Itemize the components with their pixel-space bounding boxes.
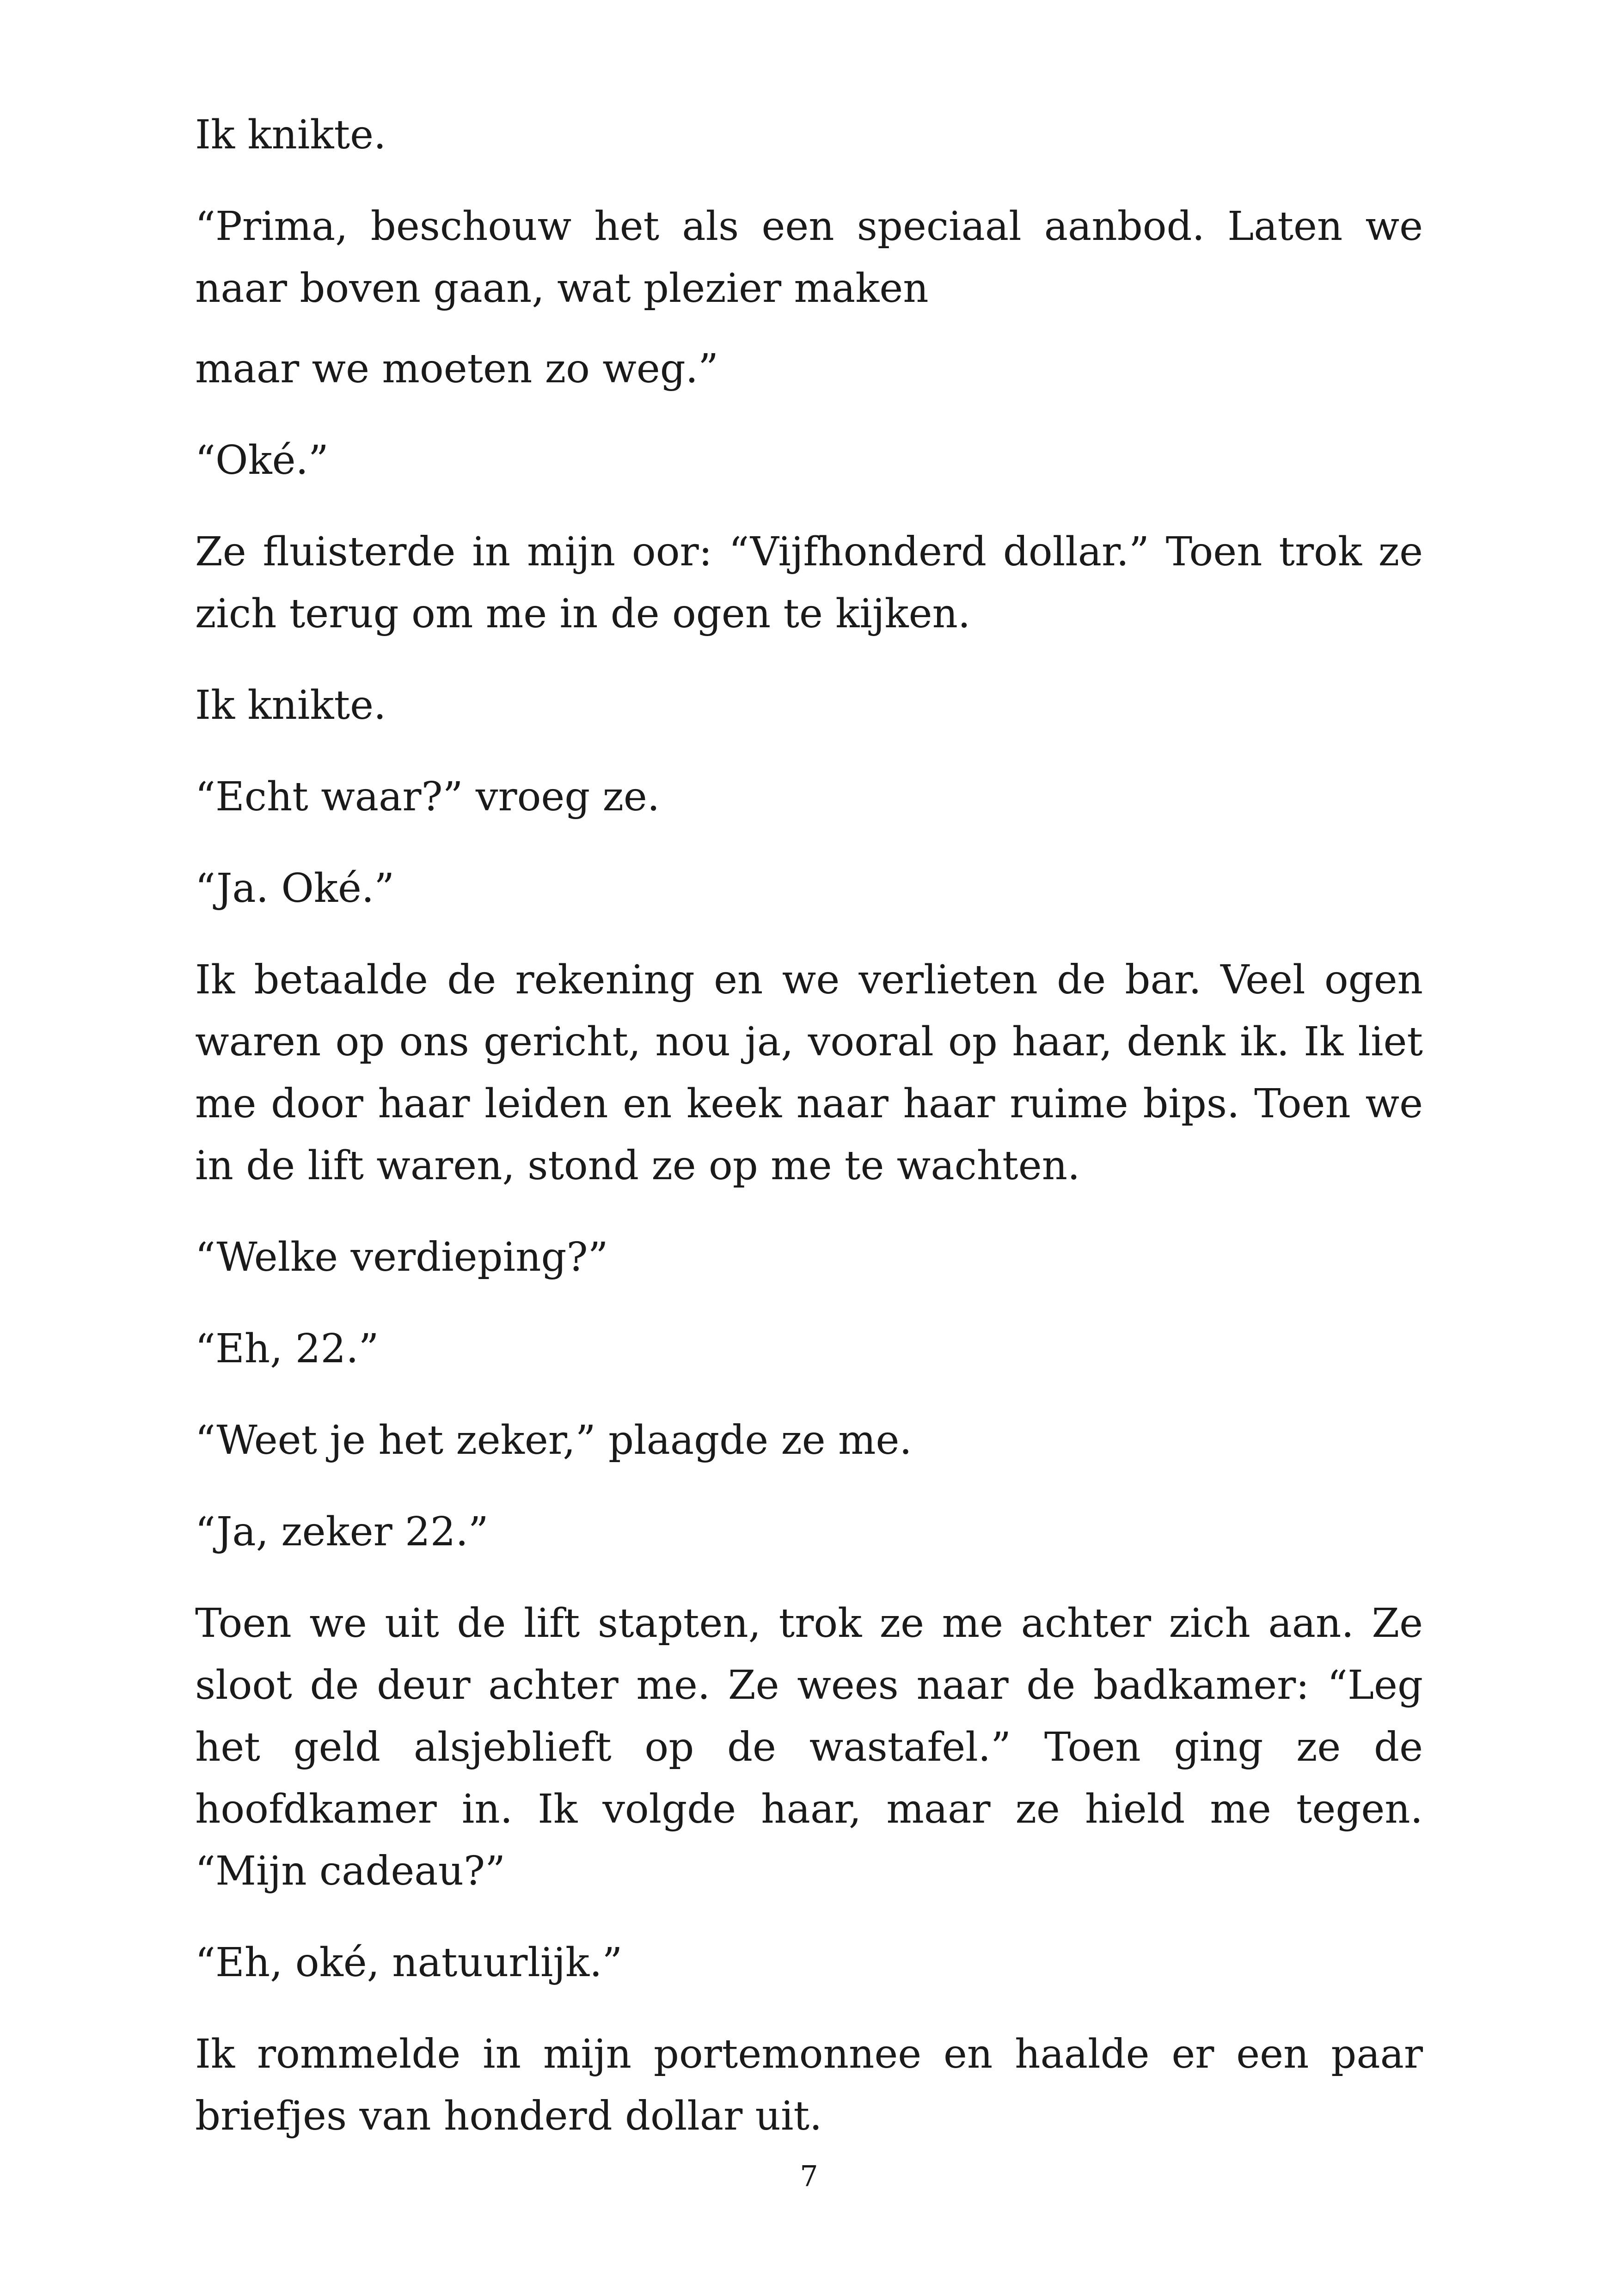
paragraph: Ik betaalde de rekening en we verlieten de bar. Veel ogen waren op ons gericht, nou ja, vooral op haar, denk ik. Ik liet me door haar leiden en keek naar haar ruime bips. Toen we in de lift waren, stond ze op me te wachten. [195,957,1423,1189]
paragraph: Toen we uit de lift stapten, trok ze me achter zich aan. Ze sloot de deur achter me. Ze wees naar de badkamer: “Leg het geld alsjeblieft op de wastafel.” Toen ging ze de hoofdkamer in. Ik volgde haar, maar ze hield me tegen. “Mijn cadeau?” [195,1600,1423,1894]
paragraph: “Welke verdieping?” [195,1234,608,1280]
paragraph: “Prima, beschouw het als een speciaal aanbod. Laten we naar boven gaan, wat plezier maken [195,203,1423,312]
paragraph: Ik rommelde in mijn portemonnee en haalde er een paar briefjes van honderd dollar uit. [195,2031,1423,2139]
paragraph: maar we moeten zo weg.” [195,346,719,392]
paragraph: “Weet je het zeker,” plaagde ze me. [195,1417,912,1463]
paragraph: Ik knikte. [195,112,386,158]
paragraph: “Oké.” [195,437,329,484]
page-number: 7 [800,2159,818,2193]
paragraph: Ze fluisterde in mijn oor: “Vijfhonderd dollar.” Toen trok ze zich terug om me in de ogen te kijken. [195,529,1423,637]
paragraph: “Eh, 22.” [195,1326,379,1372]
paragraph: “Eh, oké, natuurlijk.” [195,1940,623,1986]
paragraph: “Echt waar?” vroeg ze. [195,774,660,820]
body-text [195,104,1423,2177]
paragraph: “Ja. Oké.” [195,865,395,912]
paragraph: Ik knikte. [195,682,386,729]
paragraph: “Ja, zeker 22.” [195,1509,489,1555]
